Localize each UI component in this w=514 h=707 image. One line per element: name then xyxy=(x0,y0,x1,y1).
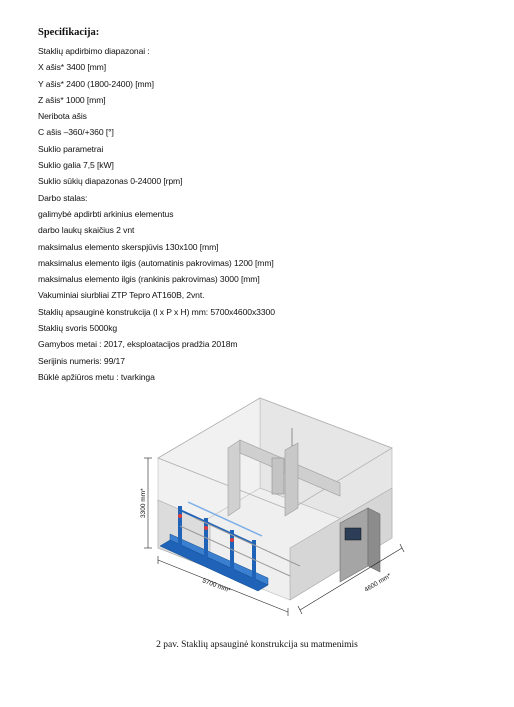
dim-height-label: 3300 mm* xyxy=(140,488,147,518)
spec-line: Staklių apsauginė konstrukcija (l x P x H) mm: 5700x4600x3300 xyxy=(38,306,275,317)
spec-line: maksimalus elemento skerspjūvis 130x100 [mm] xyxy=(38,241,219,252)
spec-line: Gamybos metai : 2017, eksploatacijos pradžia 2018m xyxy=(38,339,238,350)
spec-line: Serijinis numeris: 99/17 xyxy=(38,355,125,366)
dim-width-label: 4600 mm* xyxy=(363,572,393,594)
machine-illustration xyxy=(140,388,410,620)
spec-line: Suklio sūkių diapazonas 0-24000 [rpm] xyxy=(38,176,183,187)
spec-line: maksimalus elemento ilgis (automatinis pakrovimas) 1200 [mm] xyxy=(38,257,274,268)
spec-title: Specifikacija: xyxy=(38,27,100,38)
figure-caption: 2 pav. Staklių apsauginė konstrukcija su matmenimis xyxy=(156,640,358,650)
spec-line: Darbo stalas: xyxy=(38,192,88,203)
spec-line: Suklio galia 7,5 [kW] xyxy=(38,160,114,171)
spec-line: X ašis* 3400 [mm] xyxy=(38,62,107,73)
spec-line: Neribota ašis xyxy=(38,111,87,122)
spec-line: Būklė apžiūros metu : tvarkinga xyxy=(38,371,155,382)
spec-line: maksimalus elemento ilgis (rankinis pakrovimas) 3000 [mm] xyxy=(38,274,260,285)
spec-line: Staklių apdirbimo diapazonai : xyxy=(38,46,150,56)
spec-line: Staklių svoris 5000kg xyxy=(38,323,118,334)
spec-line: Y ašis* 2400 (1800-2400) [mm] xyxy=(38,78,154,89)
spec-line: Z ašis* 1000 [mm] xyxy=(38,94,106,105)
spec-line: galimybė apdirbti arkinius elementus xyxy=(38,208,174,219)
spec-list xyxy=(38,43,275,385)
spec-line: darbo laukų skaičius 2 vnt xyxy=(38,225,135,236)
spec-line: C ašis –360/+360 [°] xyxy=(38,127,114,138)
spec-line: Vakuminiai siurbliai ZTP Tepro AT160B, 2vnt. xyxy=(38,290,205,301)
spec-line: Suklio parametrai xyxy=(38,143,104,154)
dim-length-label: 5700 mm* xyxy=(201,577,232,595)
